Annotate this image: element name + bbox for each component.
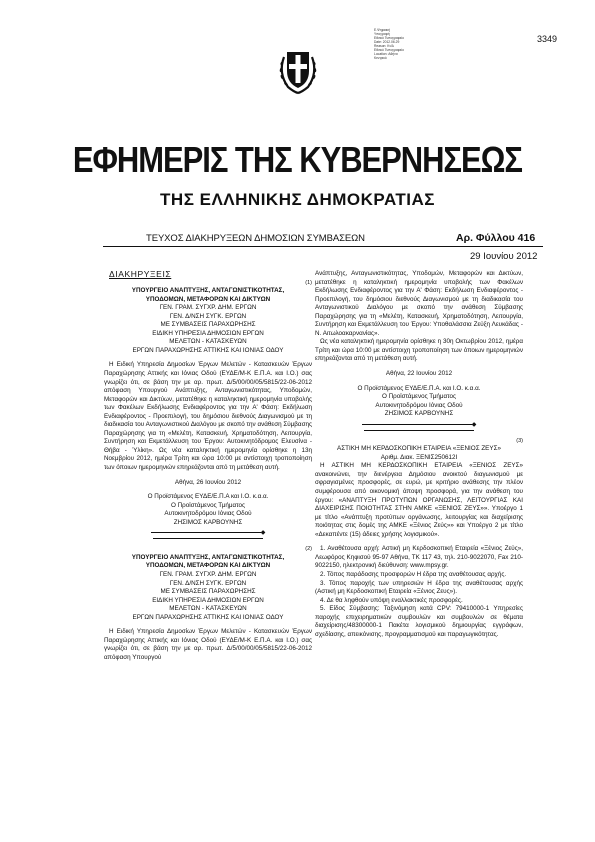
coat-of-arms-icon xyxy=(276,47,320,95)
notice-heading-line: ΜΕ ΣΥΜΒΑΣΕΙΣ ΠΑΡΑΧΩΡΗΣΗΣ xyxy=(160,321,256,329)
stamp-line: Εθνικό Τυπογραφείο xyxy=(374,36,404,40)
signature-line: Ο Προϊστάμενος Τμήματος xyxy=(170,501,246,509)
notice-heading-line: ΓΕΝ. Δ/ΝΣΗ ΣΥΓΚ. ΕΡΓΩΝ xyxy=(169,312,247,320)
notice-heading-line: ΕΙΔΙΚΗ ΥΠΗΡΕΣΙΑ ΔΗΜΟΣΙΩΝ ΕΡΓΩΝ xyxy=(152,329,264,337)
notice-number: (2) xyxy=(305,546,312,553)
page-number: 3349 xyxy=(537,34,558,44)
issue-date: 29 Ιουνίου 2012 xyxy=(470,251,538,262)
stamp-line: Reason: Κτ/Δ xyxy=(374,44,394,48)
signature-line: Ο Προϊστάμενος ΕΥΔΕ/Ε.Π.Α και Ι.Ο. κ.α.α. xyxy=(147,493,269,501)
notice-heading-line: ΓΕΝ. ΓΡΑΜ. ΣΥΓΧΡ. ΔΗΜ. ΕΡΓΩΝ xyxy=(159,304,257,312)
notice-heading-line: ΥΠΟΔΟΜΩΝ, ΜΕΤΑΦΟΡΩΝ ΚΑΙ ΔΙΚΤΥΩΝ xyxy=(145,562,271,570)
gazette-subtitle: ΤΗΣ ΕΛΛΗΝΙΚΗΣ ΔΗΜΟΚΡΑΤΙΑΣ xyxy=(160,190,435,209)
notice-place-date: Αθήνα, 22 Ιουνίου 2012 xyxy=(385,370,453,378)
signature-line: Ο Προϊστάμενος Τμήματος xyxy=(381,393,457,401)
notice-body: Η ΑΣΤΙΚΗ ΜΗ ΚΕΡΔΟΣΚΟΠΙΚΗ ΕΤΑΙΡΕΙΑ «ΞΕΝΙΟΣ ΖΕΥΣ» ανακοινώνει, την διενέργεια Δημόσιου ανοικτού διαγωνισμού με σφραγισμένες προσφορές, σε ευρώ, με κριτήριο ανάθεσης την πλέον συμφέρουσα από οικονομική άποψη προσφορά, για την ανάθεση του έργου: «ΑΝΑΠΤΥΞΗ ΠΡΟΤΥΠΩΝ ΟΡΓΑΝΩΣΗΣ, ΛΕΙΤΟΥΡΓΙΑΣ ΚΑΙ ΔΙΑΧΕΙΡΙΣΗΣ ΠΟΙΟΤΗΤΑΣ ΣΤΗΝ ΑΜΚΕ «ΞΕΝΙΟΣ ΖΕΥΣ»». Υποέργο 1 με τίτλο «Ανάπτυξη προτύπων οργάνωσης, λειτουργίας και διαχείρισης ποιότητας στις δομές της ΑΜΚΕ «Ξένιος Ζεύς»» και Υποέργο 2 με τίτλο «Δεκαπέντε (15) άδειες χρήσης λογισμικού». xyxy=(315,462,523,538)
notice-number: (1) xyxy=(305,279,312,286)
signature-line: ΖΗΣΙΜΟΣ ΚΑΡΒΟΥΝΗΣ xyxy=(384,410,454,418)
stamp-line: Date: 2012.06.29 xyxy=(374,40,400,44)
notice-heading-line: ΕΡΓΩΝ ΠΑΡΑΧΩΡΗΣΗΣ ΑΤΤΙΚΗΣ ΚΑΙ ΙΟΝΙΑΣ ΟΔΟΥ xyxy=(132,613,284,621)
notice-body: Η Ειδική Υπηρεσία Δημοσίων Έργων Μελετών - Κατασκευών Έργων Παραχώρησης Αττικής και Ιόνιας Οδού (ΕΥΔΕ/Μ-Κ Ε.Π.Α. και Ι.Ο.) σας γνωρίζει ότι, σε βάση την με αρ. πρωτ. Δ/5/00/00/05/5815/22-06-2012 απόφαση Υπουργού Ανάπτυξης, Ανταγωνιστικότητας, Υποδομών, Μεταφορών και Δικτύων, μετατέθηκε η καταληκτική ημερομηνία υποβολής των Φακέλων Εκδήλωσης Ενδιαφέροντος για την Α' Φάση: Εκδήλωση Ενδιαφέροντος - Προεπιλογή, του δημόσιου διεθνούς Διαγωνισμού με τη διαδικασία του Ανταγωνιστικού Διαλόγου με σκοπό την ανάθεση Σύμβασης Παραχώρησης για τη «Μελέτη, Κατασκευή, Χρηματοδότηση, Λειτουργία, Συντήρηση και Εκμετάλλευση του Έργου: Αυτοκινητόδρομος Ελευσίνα - Θήβα - Ύλίκη». Ως νέα καταληκτική ημερομηνία ορίσθηκε η 13η Νοεμβρίου 2012, ημέρα Τρίτη και ώρα 10:00 με αντίστοιχη τροποποίηση των όποιων ημερομηνιών επηρεάζονται από τη μετάθεση αυτή. xyxy=(104,361,312,472)
notice-heading-line: ΥΠΟΥΡΓΕΙΟ ΑΝΑΠΤΥΞΗΣ, ΑΝΤΑΓΩΝΙΣΤΙΚΟΤΗΤΑΣ, xyxy=(131,553,285,561)
notice-reference: Αριθμ. Διακ. ΞΕΝΙΣ250612Ι xyxy=(380,453,458,461)
separator: ◆ xyxy=(315,422,523,434)
stamp-line: Ε.Ψηφιακή xyxy=(374,28,390,32)
notice-heading-line: ΜΕ ΣΥΜΒΑΣΕΙΣ ΠΑΡΑΧΩΡΗΣΗΣ xyxy=(160,588,256,596)
signature-line: Ο Προϊστάμενος ΕΥΔΕ/Ε.Π.Α. και Ι.Ο. κ.α.α. xyxy=(357,384,481,392)
notice-item: 1. Αναθέτουσα αρχή: Αστική μη Κερδοσκοπική Εταιρεία «Ξένιος Ζεύς», Λεωφόρος Κηφισού 95-97 Αθήνα, ΤΚ 117 43, τηλ. 210-9022070, Fax 210-9022150, ηλεκτρονική διεύθυνση: www.mpsy.gr. xyxy=(315,545,523,570)
signature-line: Αυτοκινητοδρόμου Ιόνιας Οδού xyxy=(164,510,252,518)
notice-heading-line: ΥΠΟΔΟΜΩΝ, ΜΕΤΑΦΟΡΩΝ ΚΑΙ ΔΙΚΤΥΩΝ xyxy=(145,295,271,303)
notice-heading-line: ΜΕΛΕΤΩΝ - ΚΑΤΑΣΚΕΥΩΝ xyxy=(169,605,247,613)
stamp-line: Κεντρικό xyxy=(374,56,387,60)
notice-heading-line: ΕΙΔΙΚΗ ΥΠΗΡΕΣΙΑ ΔΗΜΟΣΙΩΝ ΕΡΓΩΝ xyxy=(152,596,264,604)
section-heading: ΔΙΑΚΗΡΥΞΕΙΣ xyxy=(109,269,172,279)
left-column xyxy=(104,270,312,662)
signature-line: Αυτοκινητοδρόμου Ιόνιας Οδού xyxy=(375,401,463,409)
notice-heading-line: ΓΕΝ. ΓΡΑΜ. ΣΥΓΧΡ. ΔΗΜ. ΕΡΓΩΝ xyxy=(159,570,257,578)
notice-heading-line: ΓΕΝ. Δ/ΝΣΗ ΣΥΓΚ. ΕΡΓΩΝ xyxy=(169,579,247,587)
issue-number: Αρ. Φύλλου 416 xyxy=(456,232,536,244)
notice-heading: ΑΣΤΙΚΗ ΜΗ ΚΕΡΔΟΣΚΟΠΙΚΗ ΕΤΑΙΡΕΙΑ «ΞΕΝΙΟΣ ΖΕΥΣ» xyxy=(337,445,501,453)
stamp-line: Location: Αθήνα xyxy=(374,52,398,56)
notice-place-date: Αθήνα, 26 Ιουνίου 2012 xyxy=(174,478,242,486)
notice-heading-line: ΥΠΟΥΡΓΕΙΟ ΑΝΑΠΤΥΞΗΣ, ΑΝΤΑΓΩΝΙΣΤΙΚΟΤΗΤΑΣ, xyxy=(131,287,285,295)
right-column xyxy=(315,270,523,639)
gazette-title: ΕΦΗΜΕΡΙΣ ΤΗΣ ΚΥΒΕΡΝΗΣΕΩΣ xyxy=(72,139,522,180)
notice-heading-line: ΜΕΛΕΤΩΝ - ΚΑΤΑΣΚΕΥΩΝ xyxy=(169,338,247,346)
issue-series: ΤΕΥΧΟΣ ΔΙΑΚΗΡΥΞΕΩΝ ΔΗΜΟΣΙΩΝ ΣΥΜΒΑΣΕΩΝ xyxy=(146,233,365,244)
notice-item: 2. Τόπος παράδοσης προσφορών Η έδρα της αναθέτουσας αρχής. xyxy=(320,570,507,578)
notice-body: Η Ειδική Υπηρεσία Δημοσίων Έργων Μελετών - Κατασκευών Έργων Παραχώρησης Αττικής και Ιόνιας Οδού (ΕΥΔΕ/Μ-Κ Ε.Π.Α. και Ι.Ο.) σας γνωρίζει ότι, σε βάση την με αρ. πρωτ. Δ/5/00/00/05/5815/22-06-2012 απόφαση Υπουργού xyxy=(104,628,312,661)
notice-body: Ως νέα καταληκτική ημερομηνία ορίσθηκε η 30η Οκτωβρίου 2012, ημέρα Τρίτη και ώρα 10:00 με αντίστοιχη τροποποίηση των όποιων ημερομηνιών επηρεάζονται από τη μετάθεση αυτή. xyxy=(315,338,523,363)
notice-number: (3) xyxy=(516,437,523,444)
notice-item: 4. Δε θα ληφθούν υπόψη εναλλακτικές προσφορές. xyxy=(320,596,463,604)
stamp-line: Υπογραφή xyxy=(374,32,390,36)
notice-item: 3. Τόπος παροχής των υπηρεσιών Η έδρα της αναθέτουσας αρχής (Αστική μη Κερδοσκοπική Εταιρεία «Ξένιος Ζευς»). xyxy=(315,579,523,596)
separator: ◆ xyxy=(104,530,312,542)
notice-body: Ανάπτυξης, Ανταγωνιστικότητας, Υποδομών, Μεταφορών και Δικτύων, μετατέθηκε η καταληκτική ημερομηνία υποβολής των Φακέλων Εκδήλωσης Ενδιαφέροντος για την Α' Φάση: Εκδήλωση Ενδιαφέροντος - Προεπιλογή, του δημόσιου διεθνούς Διαγωνισμού με τη διαδικασία του Ανταγωνιστικού Διαλόγου με σκοπό την ανάθεση Σύμβασης Παραχώρησης για τη «Μελέτη, Κατασκευή, Χρηματοδότηση, Λειτουργία, Συντήρηση και Εκμετάλλευση του Έργου: Υποθαλάσσια Ζεύξη Λευκάδας - Ν. Αιτωλοακαρνανίας». xyxy=(315,270,523,337)
header-rule xyxy=(103,246,543,247)
digital-signature-stamp xyxy=(374,28,440,60)
notice-item: 5. Είδος Σύμβασης: Ταξινόμηση κατά CPV: 79410000-1 Υπηρεσίες παροχής επιχειρηματικών συμβουλών και συμβουλών σε θέματα διαχείρισης/48300000-1 Πακέτα λογισμικού δημιουργίας εγγράφων, σχεδίασης, απεικόνισης, προγραμματισμού και παραγωγικότητας. xyxy=(315,605,523,638)
signature-line: ΖΗΣΙΜΟΣ ΚΑΡΒΟΥΝΗΣ xyxy=(173,518,243,526)
stamp-line: Εθνικό Τυπογραφείο xyxy=(374,48,404,52)
notice-heading-line: ΕΡΓΩΝ ΠΑΡΑΧΩΡΗΣΗΣ ΑΤΤΙΚΗΣ ΚΑΙ ΙΟΝΙΑΣ ΟΔΟΥ xyxy=(132,346,284,354)
